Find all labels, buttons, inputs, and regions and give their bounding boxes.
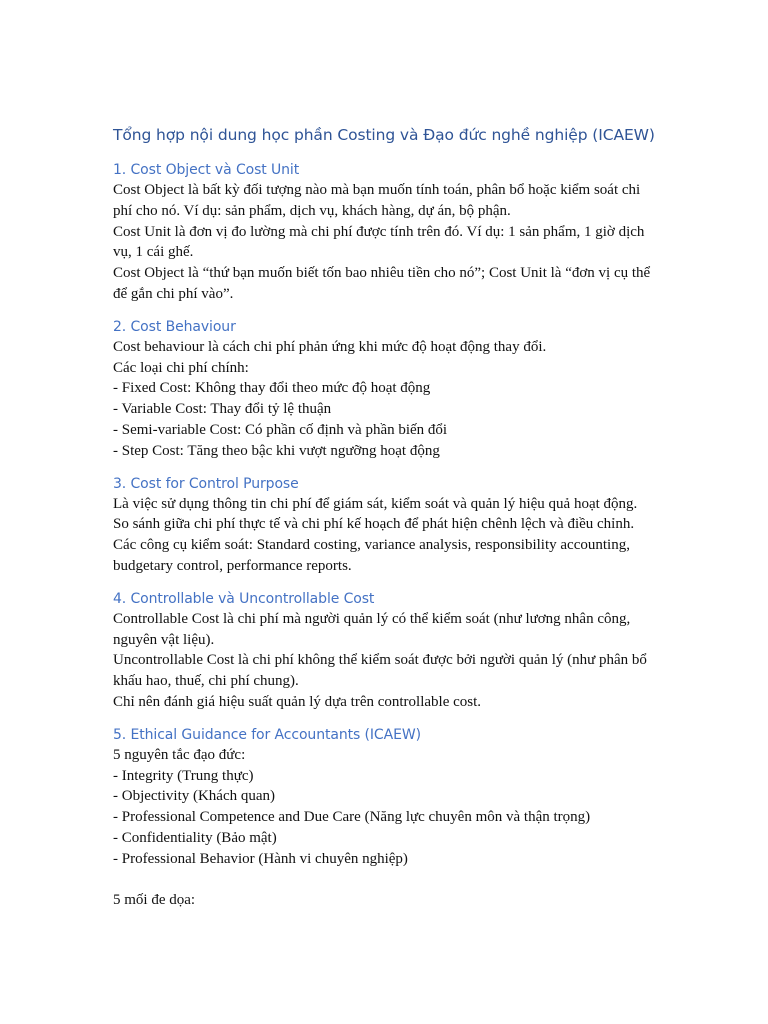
paragraph: Là việc sử dụng thông tin chi phí để giám sát, kiểm soát và quản lý hiệu quả hoạt động. [113,495,638,512]
list-item: - Integrity (Trung thực) [113,767,254,784]
list-item: - Semi-variable Cost: Có phần cố định và phần biến đổi [113,421,448,438]
section-heading: 1. Cost Object và Cost Unit [113,162,300,178]
paragraph: Các công cụ kiểm soát: Standard costing, variance analysis, responsibility accounting, budgetary control, performance reports. [113,537,630,574]
section-cost-control [113,474,658,577]
paragraph: 5 mối đe dọa: [113,892,196,909]
list-item: - Confidentiality (Bảo mật) [113,829,277,846]
paragraph: Cost Unit là đơn vị đo lường mà chi phí được tính trên đó. Ví dụ: 1 sản phẩm, 1 giờ dịch vụ, 1 cái ghế. [113,223,645,261]
section-heading: 2. Cost Behaviour [113,318,236,335]
section-heading: 5. Ethical Guidance for Accountants (ICAEW) [113,726,421,743]
paragraph: Cost Object là “thứ bạn muốn biết tốn bao nhiêu tiền cho nó”; Cost Unit là “đơn vị cụ thể để gắn chi phí vào”. [113,265,651,302]
document-page [113,124,658,923]
list-item: - Fixed Cost: Không thay đổi theo mức độ hoạt động [113,380,431,397]
list-item: - Variable Cost: Thay đổi tỷ lệ thuận [113,401,332,418]
paragraph: So sánh giữa chi phí thực tế và chi phí kế hoạch để phát hiện chênh lệch và điều chỉnh. [113,516,635,533]
blank-line [113,870,658,891]
paragraph: Cost behaviour là cách chi phí phản ứng khi mức độ hoạt động thay đổi. [113,338,547,355]
paragraph: Controllable Cost là chi phí mà người quản lý có thể kiểm soát (như lương nhân công, nguyên vật liệu). [113,610,631,648]
list-item: - Objectivity (Khách quan) [113,788,276,805]
section-heading: 3. Cost for Control Purpose [113,475,299,492]
document-title: Tổng hợp nội dung học phần Costing và Đạo đức nghề nghiệp (ICAEW) [113,126,655,144]
section-cost-behaviour [113,317,658,462]
section-cost-object [113,160,658,305]
list-item: - Step Cost: Tăng theo bậc khi vượt ngưỡng hoạt động [113,442,440,459]
section-heading: 4. Controllable và Uncontrollable Cost [113,590,375,607]
section-ethical-guidance [113,725,658,911]
paragraph: 5 nguyên tắc đạo đức: [113,746,246,763]
list-item: - Professional Behavior (Hành vi chuyên nghiệp) [113,850,408,867]
section-controllable-cost [113,589,658,713]
paragraph: Chỉ nên đánh giá hiệu suất quản lý dựa trên controllable cost. [113,693,482,710]
paragraph: Cost Object là bất kỳ đối tượng nào mà bạn muốn tính toán, phân bổ hoặc kiểm soát chi phí cho nó. Ví dụ: sản phẩm, dịch vụ, khách hàng, dự án, bộ phận. [113,182,641,219]
paragraph: Uncontrollable Cost là chi phí không thể kiểm soát được bởi người quản lý (như phân bổ khấu hao, thuế, chi phí chung). [113,652,647,690]
paragraph: Các loại chi phí chính: [113,359,249,376]
list-item: - Professional Competence and Due Care (Năng lực chuyên môn và thận trọng) [113,809,591,826]
